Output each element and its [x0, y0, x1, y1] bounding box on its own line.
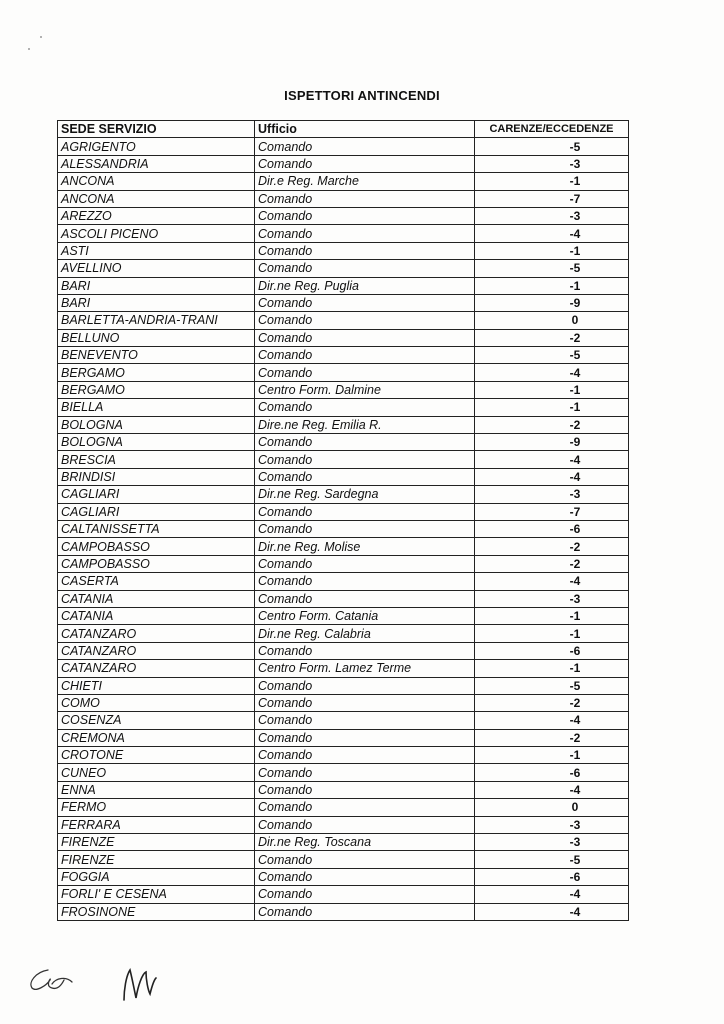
sede-servizio-cell: AREZZO: [58, 207, 255, 224]
ufficio-cell: Comando: [255, 312, 475, 329]
carenze-eccedenze-cell: -4: [475, 225, 629, 242]
ufficio-cell: Dir.ne Reg. Molise: [255, 538, 475, 555]
sede-servizio-cell: CHIETI: [58, 677, 255, 694]
carenze-eccedenze-cell: -9: [475, 434, 629, 451]
table-row: [58, 312, 629, 329]
carenze-eccedenze-cell: -6: [475, 868, 629, 885]
table-row: [58, 799, 629, 816]
table-row: [58, 486, 629, 503]
carenze-eccedenze-cell: -4: [475, 712, 629, 729]
sede-servizio-cell: CASERTA: [58, 573, 255, 590]
table-row: [58, 399, 629, 416]
carenze-eccedenze-cell: -7: [475, 503, 629, 520]
ufficio-cell: Dir.ne Reg. Sardegna: [255, 486, 475, 503]
ufficio-cell: Comando: [255, 364, 475, 381]
ufficio-cell: Comando: [255, 851, 475, 868]
ufficio-cell: Comando: [255, 155, 475, 172]
sede-servizio-cell: CATANZARO: [58, 625, 255, 642]
table-row: [58, 712, 629, 729]
sede-servizio-cell: BELLUNO: [58, 329, 255, 346]
sede-servizio-cell: ASTI: [58, 242, 255, 259]
ufficio-cell: Comando: [255, 468, 475, 485]
sede-servizio-cell: FIRENZE: [58, 834, 255, 851]
carenze-eccedenze-cell: -1: [475, 607, 629, 624]
ufficio-cell: Comando: [255, 207, 475, 224]
sede-servizio-cell: BIELLA: [58, 399, 255, 416]
sede-servizio-cell: CUNEO: [58, 764, 255, 781]
sede-servizio-cell: CAMPOBASSO: [58, 555, 255, 572]
ufficio-cell: Comando: [255, 799, 475, 816]
table-row: [58, 434, 629, 451]
table-header-row: [58, 121, 629, 138]
table-row: [58, 190, 629, 207]
table-row: [58, 555, 629, 572]
sede-servizio-cell: CALTANISSETTA: [58, 520, 255, 537]
carenze-eccedenze-cell: -2: [475, 538, 629, 555]
table-row: [58, 260, 629, 277]
table-row: [58, 677, 629, 694]
ufficio-cell: Comando: [255, 329, 475, 346]
carenze-eccedenze-cell: -5: [475, 138, 629, 155]
carenze-eccedenze-cell: -5: [475, 347, 629, 364]
carenze-eccedenze-cell: -6: [475, 520, 629, 537]
carenze-eccedenze-cell: -2: [475, 555, 629, 572]
handwritten-initials-icon: [118, 960, 168, 1006]
table-row: [58, 364, 629, 381]
table-row: [58, 747, 629, 764]
sede-servizio-cell: BARI: [58, 277, 255, 294]
table-row: [58, 347, 629, 364]
sede-servizio-cell: CROTONE: [58, 747, 255, 764]
ufficio-cell: Dir.ne Reg. Toscana: [255, 834, 475, 851]
sede-servizio-cell: ANCONA: [58, 173, 255, 190]
table-row: [58, 381, 629, 398]
carenze-eccedenze-cell: -2: [475, 329, 629, 346]
table-row: [58, 607, 629, 624]
carenze-eccedenze-cell: -3: [475, 834, 629, 851]
handwritten-initials-icon: [22, 960, 82, 1000]
sede-servizio-cell: CAGLIARI: [58, 486, 255, 503]
table-row: [58, 520, 629, 537]
carenze-eccedenze-cell: -1: [475, 399, 629, 416]
sede-servizio-cell: BARI: [58, 294, 255, 311]
carenze-eccedenze-cell: -3: [475, 590, 629, 607]
ufficio-cell: Comando: [255, 399, 475, 416]
carenze-eccedenze-cell: 0: [475, 312, 629, 329]
table-row: [58, 416, 629, 433]
sede-servizio-cell: CATANZARO: [58, 660, 255, 677]
ufficio-cell: Comando: [255, 555, 475, 572]
table-body: [58, 138, 629, 921]
table-row: [58, 694, 629, 711]
table-row: [58, 868, 629, 885]
ufficio-cell: Centro Form. Catania: [255, 607, 475, 624]
ufficio-cell: Comando: [255, 242, 475, 259]
table-row: [58, 155, 629, 172]
table-row: [58, 538, 629, 555]
carenze-eccedenze-cell: -7: [475, 190, 629, 207]
staffing-table: [57, 120, 629, 921]
sede-servizio-cell: CAMPOBASSO: [58, 538, 255, 555]
table-row: [58, 225, 629, 242]
carenze-eccedenze-cell: -4: [475, 468, 629, 485]
table-row: [58, 781, 629, 798]
sede-servizio-cell: CATANIA: [58, 590, 255, 607]
ufficio-cell: Comando: [255, 677, 475, 694]
ufficio-cell: Dir.ne Reg. Calabria: [255, 625, 475, 642]
ufficio-cell: Comando: [255, 642, 475, 659]
table-row: [58, 816, 629, 833]
header-ufficio: Ufficio: [255, 121, 475, 138]
ufficio-cell: Comando: [255, 781, 475, 798]
carenze-eccedenze-cell: -1: [475, 660, 629, 677]
ufficio-cell: Comando: [255, 590, 475, 607]
ufficio-cell: Dire.ne Reg. Emilia R.: [255, 416, 475, 433]
ufficio-cell: Comando: [255, 225, 475, 242]
ufficio-cell: Comando: [255, 903, 475, 920]
sede-servizio-cell: CATANIA: [58, 607, 255, 624]
carenze-eccedenze-cell: -4: [475, 573, 629, 590]
sede-servizio-cell: BARLETTA-ANDRIA-TRANI: [58, 312, 255, 329]
ufficio-cell: Dir.ne Reg. Puglia: [255, 277, 475, 294]
header-sede-servizio: SEDE SERVIZIO: [58, 121, 255, 138]
ufficio-cell: Centro Form. Lamez Terme: [255, 660, 475, 677]
carenze-eccedenze-cell: -3: [475, 155, 629, 172]
ufficio-cell: Comando: [255, 260, 475, 277]
table-row: [58, 764, 629, 781]
carenze-eccedenze-cell: -1: [475, 381, 629, 398]
ufficio-cell: Comando: [255, 434, 475, 451]
ufficio-cell: Comando: [255, 347, 475, 364]
ufficio-cell: Dir.e Reg. Marche: [255, 173, 475, 190]
ufficio-cell: Comando: [255, 451, 475, 468]
carenze-eccedenze-cell: 0: [475, 799, 629, 816]
table-row: [58, 207, 629, 224]
ufficio-cell: Comando: [255, 520, 475, 537]
table-row: [58, 590, 629, 607]
table-row: [58, 886, 629, 903]
carenze-eccedenze-cell: -4: [475, 364, 629, 381]
carenze-eccedenze-cell: -1: [475, 242, 629, 259]
carenze-eccedenze-cell: -6: [475, 764, 629, 781]
ufficio-cell: Comando: [255, 712, 475, 729]
carenze-eccedenze-cell: -1: [475, 173, 629, 190]
table-row: [58, 660, 629, 677]
header-carenze-eccedenze: CARENZE/ECCEDENZE: [475, 121, 629, 138]
sede-servizio-cell: FROSINONE: [58, 903, 255, 920]
table-row: [58, 503, 629, 520]
sede-servizio-cell: FERRARA: [58, 816, 255, 833]
sede-servizio-cell: BOLOGNA: [58, 416, 255, 433]
ufficio-cell: Comando: [255, 764, 475, 781]
carenze-eccedenze-cell: -2: [475, 416, 629, 433]
ufficio-cell: Comando: [255, 503, 475, 520]
ufficio-cell: Comando: [255, 729, 475, 746]
sede-servizio-cell: FIRENZE: [58, 851, 255, 868]
carenze-eccedenze-cell: -4: [475, 781, 629, 798]
sede-servizio-cell: ASCOLI PICENO: [58, 225, 255, 242]
ufficio-cell: Comando: [255, 294, 475, 311]
sede-servizio-cell: AGRIGENTO: [58, 138, 255, 155]
carenze-eccedenze-cell: -4: [475, 903, 629, 920]
table-row: [58, 242, 629, 259]
table-row: [58, 573, 629, 590]
sede-servizio-cell: COSENZA: [58, 712, 255, 729]
sede-servizio-cell: FERMO: [58, 799, 255, 816]
carenze-eccedenze-cell: -1: [475, 625, 629, 642]
table-row: [58, 173, 629, 190]
carenze-eccedenze-cell: -2: [475, 694, 629, 711]
sede-servizio-cell: COMO: [58, 694, 255, 711]
ufficio-cell: Centro Form. Dalmine: [255, 381, 475, 398]
sede-servizio-cell: BENEVENTO: [58, 347, 255, 364]
carenze-eccedenze-cell: -1: [475, 747, 629, 764]
scan-speck: [40, 36, 42, 38]
sede-servizio-cell: BRESCIA: [58, 451, 255, 468]
table-row: [58, 642, 629, 659]
ufficio-cell: Comando: [255, 886, 475, 903]
sede-servizio-cell: CAGLIARI: [58, 503, 255, 520]
table-row: [58, 277, 629, 294]
sede-servizio-cell: ANCONA: [58, 190, 255, 207]
sede-servizio-cell: ALESSANDRIA: [58, 155, 255, 172]
table-row: [58, 729, 629, 746]
sede-servizio-cell: BERGAMO: [58, 364, 255, 381]
sede-servizio-cell: AVELLINO: [58, 260, 255, 277]
carenze-eccedenze-cell: -1: [475, 277, 629, 294]
sede-servizio-cell: BOLOGNA: [58, 434, 255, 451]
table-row: [58, 834, 629, 851]
ufficio-cell: Comando: [255, 747, 475, 764]
ufficio-cell: Comando: [255, 868, 475, 885]
carenze-eccedenze-cell: -3: [475, 816, 629, 833]
document-title: ISPETTORI ANTINCENDI: [284, 88, 440, 103]
table-row: [58, 294, 629, 311]
carenze-eccedenze-cell: -2: [475, 729, 629, 746]
carenze-eccedenze-cell: -3: [475, 486, 629, 503]
sede-servizio-cell: BERGAMO: [58, 381, 255, 398]
ufficio-cell: Comando: [255, 190, 475, 207]
scan-speck: [28, 48, 30, 50]
table-row: [58, 451, 629, 468]
table-row: [58, 468, 629, 485]
sede-servizio-cell: ENNA: [58, 781, 255, 798]
ufficio-cell: Comando: [255, 694, 475, 711]
table-row: [58, 329, 629, 346]
carenze-eccedenze-cell: -9: [475, 294, 629, 311]
table-row: [58, 625, 629, 642]
table-row: [58, 138, 629, 155]
carenze-eccedenze-cell: -5: [475, 677, 629, 694]
sede-servizio-cell: CREMONA: [58, 729, 255, 746]
sede-servizio-cell: CATANZARO: [58, 642, 255, 659]
carenze-eccedenze-cell: -6: [475, 642, 629, 659]
carenze-eccedenze-cell: -5: [475, 851, 629, 868]
ufficio-cell: Comando: [255, 138, 475, 155]
ufficio-cell: Comando: [255, 573, 475, 590]
table-row: [58, 851, 629, 868]
carenze-eccedenze-cell: -5: [475, 260, 629, 277]
carenze-eccedenze-cell: -3: [475, 207, 629, 224]
ufficio-cell: Comando: [255, 816, 475, 833]
sede-servizio-cell: BRINDISI: [58, 468, 255, 485]
sede-servizio-cell: FORLI' E CESENA: [58, 886, 255, 903]
table-row: [58, 903, 629, 920]
carenze-eccedenze-cell: -4: [475, 886, 629, 903]
carenze-eccedenze-cell: -4: [475, 451, 629, 468]
sede-servizio-cell: FOGGIA: [58, 868, 255, 885]
